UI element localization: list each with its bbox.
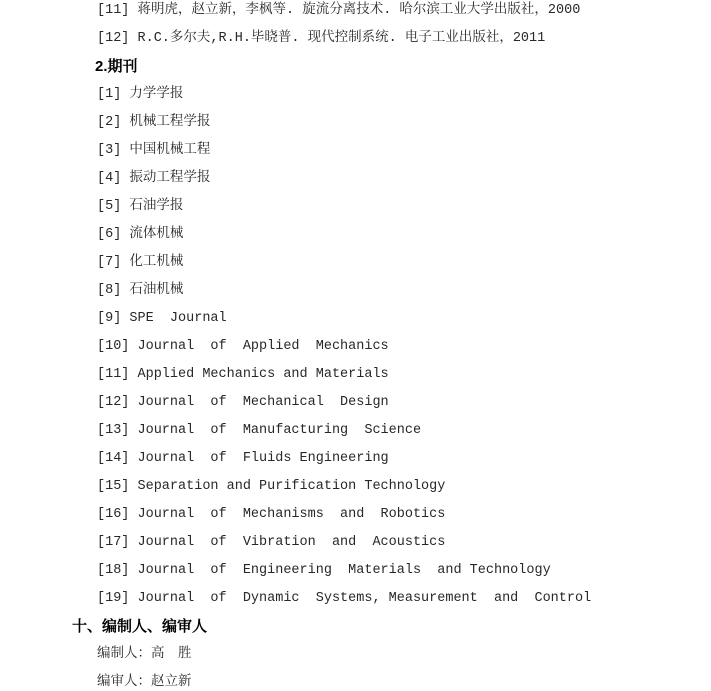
journal-item: [13] Journal of Manufacturing Science <box>97 423 422 438</box>
journal-item: [18] Journal of Engineering Materials and Technology <box>97 563 551 578</box>
journal-item: [11] Applied Mechanics and Materials <box>97 367 389 382</box>
journal-item: [3] 中国机械工程 <box>97 143 211 158</box>
journal-item: [4] 振动工程学报 <box>97 171 211 186</box>
journal-item: [19] Journal of Dynamic Systems, Measurement and Control <box>97 591 592 606</box>
journal-item: [8] 石油机械 <box>97 283 184 298</box>
journal-item: [2] 机械工程学报 <box>97 115 211 130</box>
journal-item: [1] 力学学报 <box>97 87 184 102</box>
section-heading-journals: 2.期刊 <box>95 58 138 75</box>
reviewer-line: 编审人：赵立新 <box>97 675 192 690</box>
journal-item: [5] 石油学报 <box>97 199 184 214</box>
journal-item: [12] Journal of Mechanical Design <box>97 395 389 410</box>
compiler-line: 编制人：高 胜 <box>97 647 192 662</box>
journal-item: [16] Journal of Mechanisms and Robotics <box>97 507 446 522</box>
journal-item: [9] SPE Journal <box>97 311 227 326</box>
journal-item: [7] 化工机械 <box>97 255 184 270</box>
journal-item: [10] Journal of Applied Mechanics <box>97 339 389 354</box>
book-reference-item: [12] R.C.多尔夫,R.H.毕晓普. 现代控制系统. 电子工业出版社，2011 <box>97 31 546 46</box>
section-heading-credits: 十、编制人、编审人 <box>72 618 208 635</box>
journal-item: [6] 流体机械 <box>97 227 184 242</box>
book-reference-item: [11] 蒋明虎，赵立新，李枫等. 旋流分离技术. 哈尔滨工业大学出版社，2000 <box>97 3 581 18</box>
journal-item: [14] Journal of Fluids Engineering <box>97 451 389 466</box>
journal-item: [15] Separation and Purification Technology <box>97 479 446 494</box>
journal-item: [17] Journal of Vibration and Acoustics <box>97 535 446 550</box>
